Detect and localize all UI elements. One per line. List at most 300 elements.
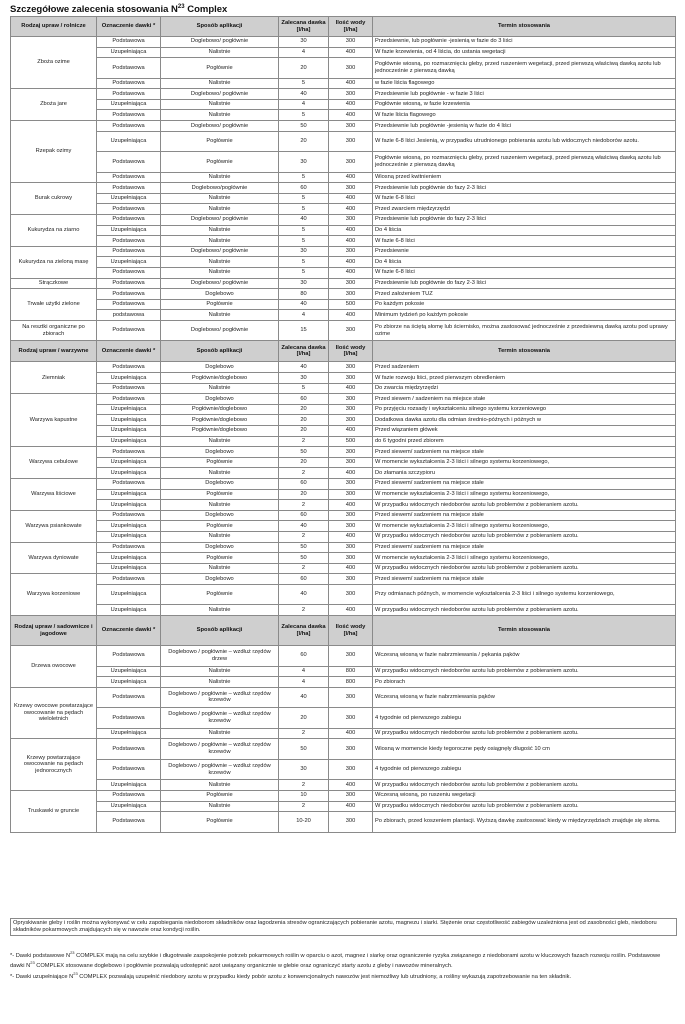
dose-cell: 2 bbox=[279, 436, 329, 447]
table-row bbox=[11, 687, 676, 708]
table-row bbox=[11, 320, 676, 341]
water-cell: 300 bbox=[329, 510, 373, 521]
table-row bbox=[11, 489, 676, 500]
table-row bbox=[11, 801, 676, 812]
table-row bbox=[11, 299, 676, 310]
application-method-cell: Pogłównie/doglebowo bbox=[161, 404, 279, 415]
application-method-cell: Doglebowo/ pogłównie bbox=[161, 215, 279, 226]
term-cell: W przypadku widocznych niedoborów azotu lub problemów z pobieraniem azotu. bbox=[373, 500, 676, 511]
water-cell: 400 bbox=[329, 310, 373, 321]
application-method-cell: Nalistnie bbox=[161, 172, 279, 183]
application-method-cell: Nalistnie bbox=[161, 110, 279, 121]
dose-type-cell: podstawowa bbox=[97, 310, 161, 321]
term-cell: W przypadku widocznych niedoborów azotu lub problemów z pobieraniem azotu. bbox=[373, 801, 676, 812]
table-row bbox=[11, 457, 676, 468]
dose-type-cell: Uzupełniająca bbox=[97, 257, 161, 268]
dose-type-cell: Podstawowa bbox=[97, 278, 161, 289]
table-row bbox=[11, 739, 676, 760]
application-method-cell: Nalistnie bbox=[161, 78, 279, 89]
dose-type-cell: Podstawowa bbox=[97, 362, 161, 373]
dose-cell: 20 bbox=[279, 58, 329, 79]
table-row bbox=[11, 790, 676, 801]
water-cell: 400 bbox=[329, 801, 373, 812]
dose-type-cell: Podstawowa bbox=[97, 37, 161, 48]
application-method-cell: Pogłównie bbox=[161, 457, 279, 468]
term-cell: do 6 tygodni przed zbiorem bbox=[373, 436, 676, 447]
table-header-row bbox=[11, 17, 676, 37]
term-cell: W fazie liścia flagowego bbox=[373, 110, 676, 121]
table-row bbox=[11, 37, 676, 48]
term-cell: W momencie wykształcenia 2-3 liści i silnego systemu korzeniowego, bbox=[373, 457, 676, 468]
application-method-cell: Pogłównie/doglebowo bbox=[161, 415, 279, 426]
term-cell: W fazie krzewienia, od 4 liścia, do ustania wegetacji bbox=[373, 47, 676, 58]
application-method-cell: Pogłównie bbox=[161, 812, 279, 833]
application-method-cell: Doglebowo bbox=[161, 289, 279, 300]
crop-name: Warzywa kapustne bbox=[11, 394, 97, 447]
term-cell: Przedsiewnie bbox=[373, 246, 676, 257]
table-row bbox=[11, 812, 676, 833]
water-cell: 300 bbox=[329, 152, 373, 173]
dose-cell: 60 bbox=[279, 646, 329, 667]
application-method-cell: Nalistnie bbox=[161, 728, 279, 739]
header-method: Sposób aplikacji bbox=[161, 17, 279, 37]
dose-cell: 4 bbox=[279, 666, 329, 677]
table-header-row bbox=[11, 616, 676, 646]
dose-type-cell: Uzupełniająca bbox=[97, 193, 161, 204]
dose-type-cell: Podstawowa bbox=[97, 204, 161, 215]
dose-type-cell: Uzupełniająca bbox=[97, 131, 161, 152]
term-cell: Wczesną wiosną, po ruszeniu wegetacji bbox=[373, 790, 676, 801]
term-cell: Pogłównie wiosną, po rozmarznięciu gleby, przed ruszeniem wegetacji, przed pierwszą właściwą dawką azotu lub jednocześnie z pierwszą dawką bbox=[373, 58, 676, 79]
water-cell: 400 bbox=[329, 172, 373, 183]
term-cell: Wczesną wiosną w fazie nabrzmiewania / pękania pąków bbox=[373, 646, 676, 667]
dose-cell: 50 bbox=[279, 121, 329, 132]
application-method-cell: Doglebowo/ pogłównie bbox=[161, 320, 279, 341]
dose-type-cell: Uzupełniająca bbox=[97, 436, 161, 447]
dose-type-cell: Uzupełniająca bbox=[97, 468, 161, 479]
dose-cell: 30 bbox=[279, 152, 329, 173]
table-row bbox=[11, 415, 676, 426]
term-cell: Po zbiorach, przed koszeniem plantacji. Wyższą dawkę zastosować kiedy w międzyrzędziach znajduje się słoma. bbox=[373, 812, 676, 833]
dose-cell: 40 bbox=[279, 584, 329, 605]
water-cell: 400 bbox=[329, 728, 373, 739]
crop-name: Truskawki w gruncie bbox=[11, 790, 97, 832]
term-cell: Do złamania szczypioru bbox=[373, 468, 676, 479]
header-crop: Rodzaj upraw / rolnicze bbox=[11, 17, 97, 37]
dose-cell: 15 bbox=[279, 320, 329, 341]
term-cell: Przed wiązaniem główek bbox=[373, 426, 676, 437]
header-dose-type: Oznaczenie dawki * bbox=[97, 341, 161, 362]
application-method-cell: Nalistnie bbox=[161, 99, 279, 110]
term-cell: W przypadku widocznych niedoborów azotu lub problemów z pobieraniem azotu. bbox=[373, 780, 676, 791]
crop-name: Warzywa cebulowe bbox=[11, 447, 97, 479]
application-method-cell: Doglebowo / pogłównie – wzdłuż rzędów krzewów bbox=[161, 759, 279, 780]
dose-cell: 50 bbox=[279, 447, 329, 458]
dose-type-cell: Uzupełniająca bbox=[97, 584, 161, 605]
table-row bbox=[11, 521, 676, 532]
dose-cell: 50 bbox=[279, 739, 329, 760]
application-method-cell: Nalistnie bbox=[161, 780, 279, 791]
dose-type-cell: Podstawowa bbox=[97, 58, 161, 79]
application-method-cell: Doglebowo bbox=[161, 542, 279, 553]
term-cell: Przed siewem/ sadzeniem na miejsce stałe bbox=[373, 447, 676, 458]
crop-name: Kukurydza na ziarno bbox=[11, 215, 97, 247]
water-cell: 300 bbox=[329, 362, 373, 373]
term-cell: Przed sadzeniem bbox=[373, 362, 676, 373]
dose-type-cell: Uzupełniająca bbox=[97, 489, 161, 500]
dose-type-cell: Uzupełniająca bbox=[97, 666, 161, 677]
term-cell: Przed siewem/ sadzeniem na miejsce stałe bbox=[373, 542, 676, 553]
table-row bbox=[11, 646, 676, 667]
dose-type-cell: Uzupełniająca bbox=[97, 563, 161, 574]
water-cell: 400 bbox=[329, 193, 373, 204]
dose-type-cell: Podstawowa bbox=[97, 183, 161, 194]
dose-cell: 5 bbox=[279, 204, 329, 215]
application-method-cell: Pogłównie/doglebowo bbox=[161, 373, 279, 384]
dose-cell: 5 bbox=[279, 110, 329, 121]
application-method-cell: Pogłównie bbox=[161, 553, 279, 564]
water-cell: 400 bbox=[329, 110, 373, 121]
crop-name: Burak cukrowy bbox=[11, 183, 97, 215]
table-row bbox=[11, 99, 676, 110]
dose-cell: 60 bbox=[279, 479, 329, 490]
table-row bbox=[11, 110, 676, 121]
application-method-cell: Pogłównie bbox=[161, 131, 279, 152]
table-row bbox=[11, 468, 676, 479]
application-method-cell: Doglebowo bbox=[161, 479, 279, 490]
water-cell: 400 bbox=[329, 47, 373, 58]
term-cell: Przedsiewnie lub pogłównie do fazy 2-3 liści bbox=[373, 278, 676, 289]
term-cell: W przypadku widocznych niedoborów azotu lub problemów z pobieraniem azotu. bbox=[373, 728, 676, 739]
application-method-cell: Nalistnie bbox=[161, 666, 279, 677]
application-method-cell: Doglebowo / pogłównie – wzdłuż rzędów krzewów bbox=[161, 708, 279, 729]
dose-type-cell: Podstawowa bbox=[97, 246, 161, 257]
dose-type-cell: Podstawowa bbox=[97, 320, 161, 341]
application-method-cell: Nalistnie bbox=[161, 468, 279, 479]
water-cell: 400 bbox=[329, 78, 373, 89]
application-method-cell: Doglebowo / pogłównie – wzdłuż rzędów drzew bbox=[161, 646, 279, 667]
table-row bbox=[11, 310, 676, 321]
application-method-cell: Pogłównie bbox=[161, 299, 279, 310]
application-method-cell: Nalistnie bbox=[161, 563, 279, 574]
dose-cell: 40 bbox=[279, 521, 329, 532]
table-row bbox=[11, 58, 676, 79]
term-cell: W fazie 6-8 liści Jesienią, w przypadku utrudnionego pobierania azotu lub widocznych niedoborów azotu. bbox=[373, 131, 676, 152]
table-row bbox=[11, 708, 676, 729]
dose-type-cell: Uzupełniająca bbox=[97, 521, 161, 532]
water-cell: 300 bbox=[329, 58, 373, 79]
water-cell: 400 bbox=[329, 780, 373, 791]
dose-type-cell: Uzupełniająca bbox=[97, 457, 161, 468]
water-cell: 800 bbox=[329, 677, 373, 688]
table-row bbox=[11, 278, 676, 289]
water-cell: 300 bbox=[329, 542, 373, 553]
water-cell: 400 bbox=[329, 225, 373, 236]
water-cell: 400 bbox=[329, 426, 373, 437]
dose-cell: 5 bbox=[279, 236, 329, 247]
dose-cell: 40 bbox=[279, 215, 329, 226]
term-cell: W momencie wykształcenia 2-3 liści i silnego systemu korzeniowego, bbox=[373, 521, 676, 532]
dose-cell: 5 bbox=[279, 225, 329, 236]
dose-cell: 10-20 bbox=[279, 812, 329, 833]
application-method-cell: Pogłównie bbox=[161, 790, 279, 801]
table-row bbox=[11, 289, 676, 300]
term-cell: W fazie 6-8 liści bbox=[373, 236, 676, 247]
dose-type-cell: Podstawowa bbox=[97, 687, 161, 708]
water-cell: 400 bbox=[329, 383, 373, 394]
water-cell: 300 bbox=[329, 447, 373, 458]
water-cell: 400 bbox=[329, 500, 373, 511]
dose-cell: 20 bbox=[279, 415, 329, 426]
table-row bbox=[11, 574, 676, 585]
application-method-cell: Nalistnie bbox=[161, 257, 279, 268]
application-method-cell: Nalistnie bbox=[161, 236, 279, 247]
crop-name: Trwałe użytki zielone bbox=[11, 289, 97, 321]
dose-type-cell: Uzupełniająca bbox=[97, 500, 161, 511]
dose-cell: 20 bbox=[279, 404, 329, 415]
dose-type-cell: Podstawowa bbox=[97, 121, 161, 132]
dose-cell: 4 bbox=[279, 677, 329, 688]
water-cell: 300 bbox=[329, 373, 373, 384]
dose-cell: 10 bbox=[279, 790, 329, 801]
water-cell: 300 bbox=[329, 739, 373, 760]
page-title: Szczegółowe zalecenia stosowania $N^{23}$ Complex bbox=[10, 4, 228, 16]
dose-type-cell: Podstawowa bbox=[97, 299, 161, 310]
crop-name: Warzywa korzeniowe bbox=[11, 574, 97, 616]
dose-type-cell: Podstawowa bbox=[97, 110, 161, 121]
spraying-note: Opryskiwanie gleby i roślin można wykonywać w celu zapobiegania niedoborom składników oraz łagodzenia stresów ograniczających pobieranie azotu, magnezu i siarki. Stężenie oraz częstotliwość zabiegów uzależniona jest od zasobności gleb, niedoboru składników pokarmowych znajdujących się w nawozie oraz kondycji roślin. bbox=[10, 918, 677, 936]
dose-cell: 30 bbox=[279, 759, 329, 780]
water-cell: 300 bbox=[329, 812, 373, 833]
dose-type-cell: Uzupełniająca bbox=[97, 780, 161, 791]
header-term: Termin stosowania bbox=[373, 17, 676, 37]
crop-name: Warzywa psiankowate bbox=[11, 510, 97, 542]
application-method-cell: Nalistnie bbox=[161, 605, 279, 616]
term-cell: Po zbiorze na ściętą słomę lub ściernisko, można zastosować jednocześnie z przedsiewną dawką azotu pod uprawy ozime bbox=[373, 320, 676, 341]
term-cell: 4 tygodnie od pierwszego zabiegu bbox=[373, 759, 676, 780]
application-method-cell: Doglebowo bbox=[161, 362, 279, 373]
term-cell: Do 4 liścia bbox=[373, 257, 676, 268]
table-row bbox=[11, 759, 676, 780]
recommendations-table bbox=[10, 16, 676, 833]
application-method-cell: Nalistnie bbox=[161, 225, 279, 236]
water-cell: 300 bbox=[329, 479, 373, 490]
water-cell: 300 bbox=[329, 521, 373, 532]
water-cell: 400 bbox=[329, 468, 373, 479]
dose-type-cell: Podstawowa bbox=[97, 812, 161, 833]
water-cell: 300 bbox=[329, 553, 373, 564]
term-cell: Przed założeniem TUZ bbox=[373, 289, 676, 300]
application-method-cell: Nalistnie bbox=[161, 310, 279, 321]
table-row bbox=[11, 78, 676, 89]
table-row bbox=[11, 447, 676, 458]
application-method-cell: Nalistnie bbox=[161, 436, 279, 447]
application-method-cell: Doglebowo bbox=[161, 574, 279, 585]
dose-type-cell: Podstawowa bbox=[97, 215, 161, 226]
dose-type-cell: Podstawowa bbox=[97, 236, 161, 247]
term-cell: Po przyjęciu rozsady i wykształceniu silnego systemu korzeniowego bbox=[373, 404, 676, 415]
application-method-cell: Pogłównie bbox=[161, 584, 279, 605]
footnote: *- Dawki podstawowe $N^{23}$ COMPLEX mają na celu szybkie i długotrwałe zaspokojenie potrzeb pokarmowych roślin w oparciu o azot, magnez i siarkę oraz ograniczenie ryzyka związanego z niedoborami azotu w kluczowych fazach rozwoju roślin. Podstawowe dawki $N^{23}$ COMPLEX stosowane doglebowo i pogłównie pozwalają udostępnić azot uwiązany organicznie w glebie oraz ograniczyć starty azotu z gleby i nawozów mineralnych. bbox=[10, 950, 661, 969]
application-method-cell: Pogłównie bbox=[161, 521, 279, 532]
dose-type-cell: Podstawowa bbox=[97, 708, 161, 729]
water-cell: 300 bbox=[329, 646, 373, 667]
application-method-cell: Nalistnie bbox=[161, 204, 279, 215]
table-row bbox=[11, 89, 676, 100]
dose-cell: 30 bbox=[279, 373, 329, 384]
header-water: Ilość wody [l/ha] bbox=[329, 341, 373, 362]
term-cell: Przedsiewnie lub pogłównie - w fazie 3 liści bbox=[373, 89, 676, 100]
table-row bbox=[11, 728, 676, 739]
dose-type-cell: Podstawowa bbox=[97, 759, 161, 780]
header-crop: Rodzaj upraw / warzywne bbox=[11, 341, 97, 362]
dose-type-cell: Uzupełniająca bbox=[97, 605, 161, 616]
header-dose: Zalecana dawka [l/ha] bbox=[279, 616, 329, 646]
term-cell: Dodatkowa dawka azotu dla odmian średnio-późnych i późnych w bbox=[373, 415, 676, 426]
dose-type-cell: Podstawowa bbox=[97, 172, 161, 183]
dose-cell: 20 bbox=[279, 708, 329, 729]
application-method-cell: Nalistnie bbox=[161, 268, 279, 279]
dose-type-cell: Podstawowa bbox=[97, 289, 161, 300]
table-row bbox=[11, 204, 676, 215]
water-cell: 300 bbox=[329, 89, 373, 100]
crop-name: Krzewy powtarzające owocowanie na pędach jednorocznych bbox=[11, 739, 97, 791]
term-cell: W fazie rozwoju liści, przed pierwszym obredleniem bbox=[373, 373, 676, 384]
header-water: Ilość wody [l/ha] bbox=[329, 616, 373, 646]
dose-cell: 2 bbox=[279, 468, 329, 479]
term-cell: Przed siewem/ sadzeniem na miejsce stałe bbox=[373, 479, 676, 490]
application-method-cell: Nalistnie bbox=[161, 500, 279, 511]
application-method-cell: Doglebowo/ pogłównie bbox=[161, 278, 279, 289]
dose-type-cell: Podstawowa bbox=[97, 790, 161, 801]
water-cell: 300 bbox=[329, 131, 373, 152]
dose-cell: 4 bbox=[279, 47, 329, 58]
table-row bbox=[11, 436, 676, 447]
dose-type-cell: Podstawowa bbox=[97, 479, 161, 490]
dose-type-cell: Podstawowa bbox=[97, 89, 161, 100]
application-method-cell: Doglebowo bbox=[161, 394, 279, 405]
table-row bbox=[11, 605, 676, 616]
table-row bbox=[11, 510, 676, 521]
header-water: Ilość wody [l/ha] bbox=[329, 17, 373, 37]
water-cell: 300 bbox=[329, 215, 373, 226]
table-row bbox=[11, 183, 676, 194]
crop-name: Na resztki organiczne po zbiorach bbox=[11, 320, 97, 341]
crop-name: Drzewa owocowe bbox=[11, 646, 97, 688]
header-term: Termin stosowania bbox=[373, 616, 676, 646]
table-row bbox=[11, 666, 676, 677]
water-cell: 400 bbox=[329, 268, 373, 279]
header-dose: Zalecana dawka [l/ha] bbox=[279, 17, 329, 37]
dose-cell: 40 bbox=[279, 362, 329, 373]
dose-type-cell: Podstawowa bbox=[97, 542, 161, 553]
water-cell: 300 bbox=[329, 708, 373, 729]
crop-name: Warzywa liściowe bbox=[11, 479, 97, 511]
header-term: Termin stosowania bbox=[373, 341, 676, 362]
header-dose-type: Oznaczenie dawki * bbox=[97, 17, 161, 37]
crop-name: Zboża jare bbox=[11, 89, 97, 121]
term-cell: W przypadku widocznych niedoborów azotu lub problemów z pobieraniem azotu. bbox=[373, 531, 676, 542]
term-cell: Przed siewem/ sadzeniem na miejsce stałe bbox=[373, 510, 676, 521]
dose-cell: 80 bbox=[279, 289, 329, 300]
dose-cell: 20 bbox=[279, 131, 329, 152]
table-row bbox=[11, 383, 676, 394]
term-cell: Przedsiewnie lub pogłównie -jesienią w fazie do 4 liści bbox=[373, 121, 676, 132]
term-cell: Przedsiewnie lub pogłównie do fazy 2-3 liści bbox=[373, 215, 676, 226]
term-cell: Wczesną wiosną w fazie nabrzmiewania pąków bbox=[373, 687, 676, 708]
table-row bbox=[11, 553, 676, 564]
dose-cell: 5 bbox=[279, 383, 329, 394]
water-cell: 300 bbox=[329, 584, 373, 605]
dose-type-cell: Uzupełniająca bbox=[97, 373, 161, 384]
dose-type-cell: Uzupełniająca bbox=[97, 47, 161, 58]
water-cell: 500 bbox=[329, 299, 373, 310]
water-cell: 400 bbox=[329, 204, 373, 215]
dose-cell: 2 bbox=[279, 500, 329, 511]
application-method-cell: Doglebowo bbox=[161, 447, 279, 458]
dose-cell: 20 bbox=[279, 457, 329, 468]
water-cell: 300 bbox=[329, 121, 373, 132]
term-cell: W momencie wykształcenia 2-3 liści i silnego systemu korzeniowego, bbox=[373, 489, 676, 500]
application-method-cell: Doglebowo/pogłównie bbox=[161, 183, 279, 194]
application-method-cell: Doglebowo / pogłównie – wzdłuż rzędów krzewów bbox=[161, 739, 279, 760]
water-cell: 300 bbox=[329, 574, 373, 585]
dose-type-cell: Uzupełniająca bbox=[97, 728, 161, 739]
term-cell: W przypadku widocznych niedoborów azotu lub problemów z pobieraniem azotu. bbox=[373, 666, 676, 677]
application-method-cell: Nalistnie bbox=[161, 383, 279, 394]
application-method-cell: Nalistnie bbox=[161, 531, 279, 542]
dose-cell: 2 bbox=[279, 728, 329, 739]
table-row bbox=[11, 531, 676, 542]
header-method: Sposób aplikacji bbox=[161, 616, 279, 646]
application-method-cell: Nalistnie bbox=[161, 47, 279, 58]
dose-cell: 4 bbox=[279, 99, 329, 110]
table-row bbox=[11, 121, 676, 132]
dose-type-cell: Podstawowa bbox=[97, 383, 161, 394]
application-method-cell: Nalistnie bbox=[161, 801, 279, 812]
dose-cell: 2 bbox=[279, 801, 329, 812]
application-method-cell: Doglebowo/ pogłównie bbox=[161, 121, 279, 132]
term-cell: W przypadku widocznych niedoborów azotu lub problemów z pobieraniem azotu. bbox=[373, 605, 676, 616]
dose-cell: 20 bbox=[279, 489, 329, 500]
application-method-cell: Pogłównie bbox=[161, 58, 279, 79]
term-cell: W fazie 6-8 liści bbox=[373, 193, 676, 204]
table-row bbox=[11, 268, 676, 279]
water-cell: 300 bbox=[329, 489, 373, 500]
crop-name: Strączkowe bbox=[11, 278, 97, 289]
table-row bbox=[11, 225, 676, 236]
term-cell: Do 4 liścia bbox=[373, 225, 676, 236]
dose-type-cell: Uzupełniająca bbox=[97, 553, 161, 564]
table-row bbox=[11, 193, 676, 204]
table-row bbox=[11, 257, 676, 268]
application-method-cell: Doglebowo/ pogłównie bbox=[161, 89, 279, 100]
crop-name: Kukurydza na zieloną masę bbox=[11, 246, 97, 278]
table-row bbox=[11, 246, 676, 257]
water-cell: 400 bbox=[329, 563, 373, 574]
dose-cell: 5 bbox=[279, 193, 329, 204]
dose-type-cell: Podstawowa bbox=[97, 646, 161, 667]
table-row bbox=[11, 584, 676, 605]
footnote: *- Dawki uzupełniające $N^{23}$ COMPLEX pozwalają uzupełnić niedobory azotu w przypadku kiedy pobór azotu z konwencjonalnych nawozów jest niemożliwy lub utrudniony, a rośliny wykazują zapotrzebowanie na ten składnik. bbox=[10, 971, 572, 980]
water-cell: 300 bbox=[329, 687, 373, 708]
application-method-cell: Pogłównie bbox=[161, 489, 279, 500]
crop-name: Zboża ozime bbox=[11, 37, 97, 89]
crop-name: Ziemniak bbox=[11, 362, 97, 394]
water-cell: 300 bbox=[329, 415, 373, 426]
dose-cell: 5 bbox=[279, 268, 329, 279]
table-row bbox=[11, 172, 676, 183]
